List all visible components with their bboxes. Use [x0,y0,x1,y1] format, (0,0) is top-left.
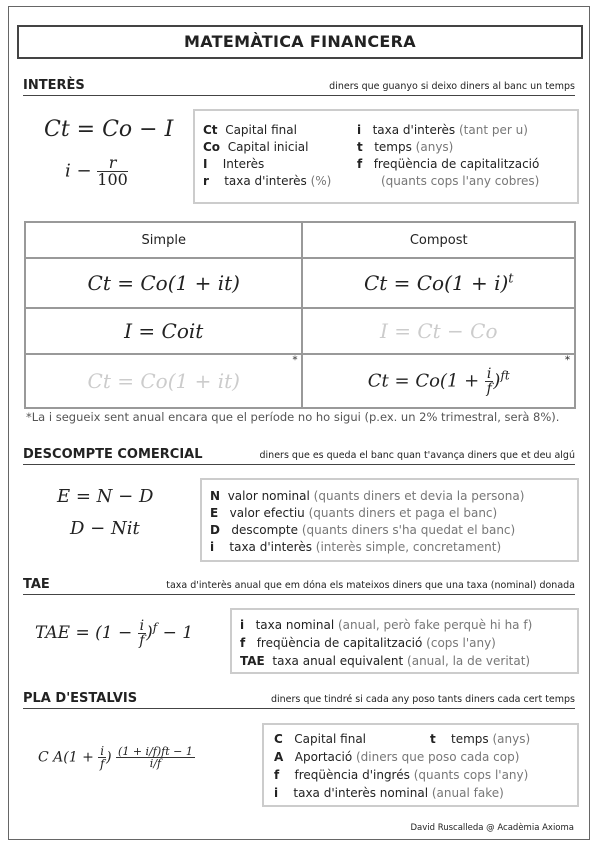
fraction-numerator: r [97,155,128,172]
table-cell: $Ct = Co(1 + i)^t$ [302,258,575,308]
section-heading: TAE [23,577,50,592]
section-heading: PLA D'ESTALVIS [23,691,138,706]
table-cell: Ct = Co(1 + it) [25,258,302,308]
formula-capital: Ct = Co − I [44,117,174,142]
section-description: taxa d'interès anual que em dóna els mateixos diners que una taxa (nominal) donada [166,580,575,591]
legend-item: Co Capital inicial [203,140,309,154]
table-cell: Ct = Co(1 + it) * [25,354,302,408]
table-cell: I = Coit [25,308,302,354]
descompte-legend-box [200,478,579,562]
formula-rate-fraction [97,155,128,188]
legend-item: C Capital final [274,732,367,746]
section-description: diners que guanyo si deixo diners al banc un temps [329,81,575,92]
legend-item: i taxa d'interès (tant per u) [357,123,528,137]
legend-item: (quants cops l'any cobres) [381,174,540,188]
legend-item: E valor efectiu (quants diners et paga el banc) [210,506,498,520]
section-descompte-header [23,446,575,465]
interes-legend-box [193,109,579,204]
table-cell: I = Ct − Co [302,308,575,354]
asterisk: * [565,355,570,366]
asterisk: * [292,355,298,366]
legend-item: f freqüència d'ingrés (quants cops l'any) [274,768,529,782]
section-interes-header [23,77,575,96]
table-cell: Ct = Co(1 + $\frac{i}{f}$ )$^{ft}$ * [302,354,575,408]
table-header-compost: Compost [302,222,575,258]
legend-item: TAE taxa anual equivalent (anual, la de veritat) [240,654,531,668]
legend-item: Ct Capital final [203,123,297,137]
section-description: diners que tindré si cada any poso tants diners cada cert temps [270,694,575,705]
section-tae-header [23,576,575,595]
legend-item: t temps (anys) [357,140,454,154]
page-title: MATEMÀTICA FINANCERA [17,25,583,59]
legend-item: r taxa d'interès (%) [203,174,332,188]
section-heading: DESCOMPTE COMERCIAL [23,447,203,462]
legend-item: i taxa d'interès (interès simple, concretament) [210,540,502,554]
formula-efectiu: E = N − D [57,486,154,507]
footer-credit: David Ruscalleda @ Acadèmia Axioma [410,823,574,833]
formula-rate [65,155,128,188]
legend-item: t temps (anys) [430,732,531,746]
section-heading: INTERÈS [23,78,85,93]
section-description: diners que es queda el banc quan t'avança diners que et deu algú [259,450,575,461]
formula-rate-left: i − [65,160,98,182]
legend-item: N valor nominal (quants diners et devia la persona) [210,489,525,503]
table-header-simple: Simple [25,222,302,258]
legend-item: f freqüència de capitalització (cops l'any) [240,636,496,650]
legend-item: A Aportació (diners que poso cada cop) [274,750,520,764]
legend-item: i taxa nominal (anual, però fake perquè hi ha f) [240,618,533,632]
legend-item: f freqüència de capitalització [357,157,540,171]
legend-item: i taxa d'interès nominal (anual fake) [274,786,504,800]
formula-descompte: D − Nit [70,518,140,539]
legend-item: I Interès [203,157,265,171]
formula-tae: TAE = (1 − $\frac{i}{f}$ )$^f$ − 1 [35,618,194,649]
section-pla-header [23,690,575,709]
fraction-denominator: 100 [97,170,128,189]
legend-item: D descompte (quants diners s'ha quedat el banc) [210,523,516,537]
tae-legend-box [230,608,579,674]
interest-table [24,221,576,409]
footnote: *La i segueix sent anual encara que el període no ho sigui (p.ex. un 2% trimestral, serà 8%). [26,410,560,424]
pla-legend-box [262,723,579,807]
formula-pla: C A(1 + $\frac{i}{f}$ ) $\frac{(1 + i/f)ft - 1}{i/f}$ [38,744,193,771]
